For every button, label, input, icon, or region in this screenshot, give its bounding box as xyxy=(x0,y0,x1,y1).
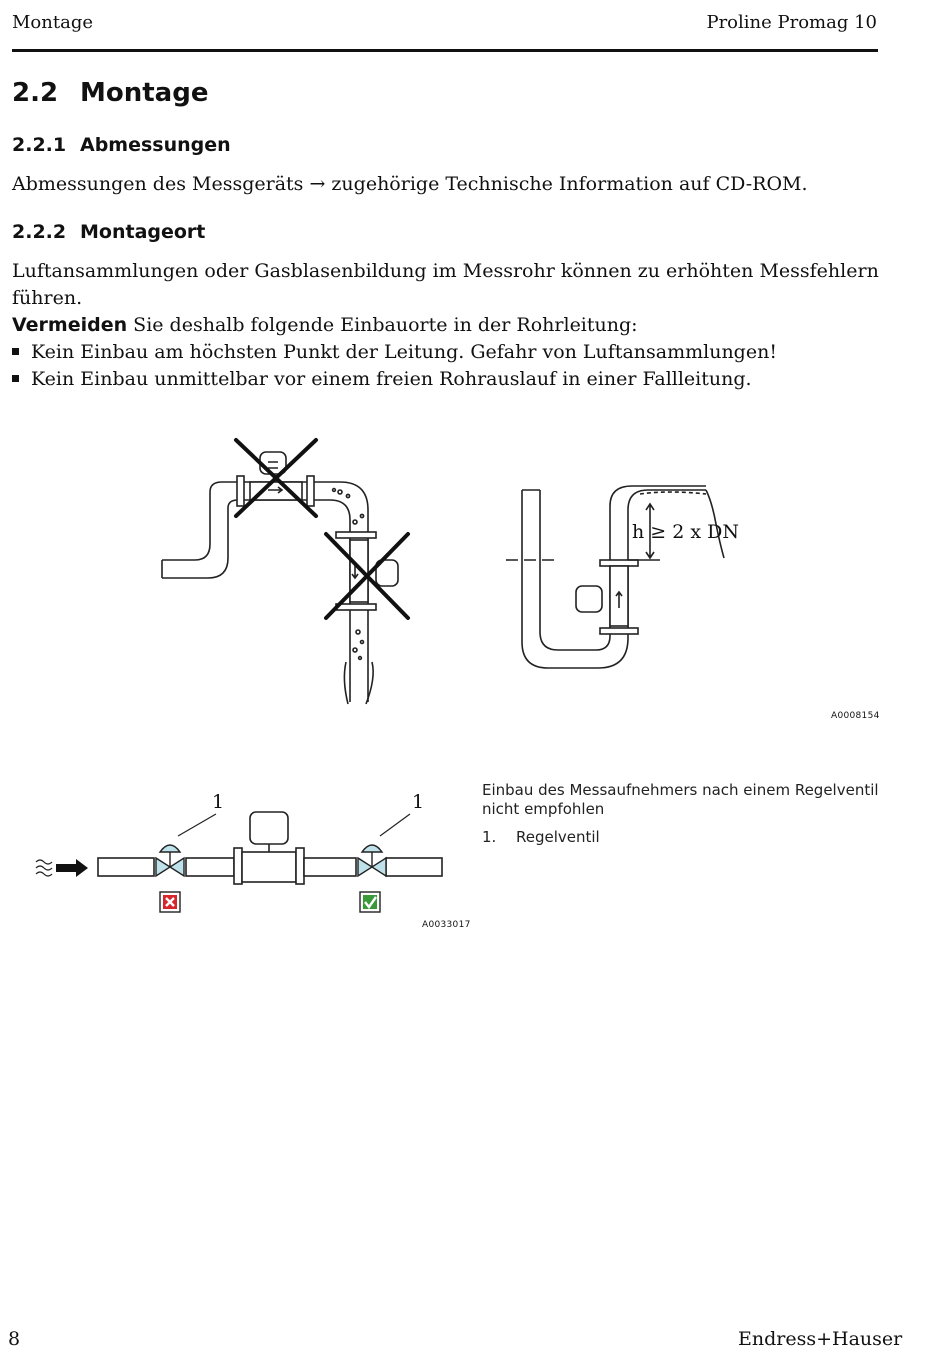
bullet-icon xyxy=(12,375,19,382)
legend-text: Regelventil xyxy=(516,828,600,846)
text-segment: Abmessungen des Messgeräts xyxy=(12,173,310,195)
pipe-segment xyxy=(186,858,234,876)
avoid-bold: Vermeiden xyxy=(12,314,128,336)
section-title: Montage xyxy=(80,78,209,108)
pipe-segment xyxy=(98,858,154,876)
caption-line: Einbau des Messaufnehmers nach einem Regelventil xyxy=(482,781,879,799)
section-number: 2.2 xyxy=(12,78,59,108)
list-item xyxy=(12,366,882,393)
section-heading xyxy=(12,78,208,108)
caption-line: nicht empfohlen xyxy=(482,800,605,818)
callout-number: 1 xyxy=(412,791,425,813)
arrow-right-icon: → xyxy=(309,173,326,195)
list-item-text: Kein Einbau am höchsten Punkt der Leitung. Gefahr von Luftansammlungen! xyxy=(31,341,777,363)
flowmeter-body xyxy=(242,852,296,882)
height-annotation: h ≥ 2 x DN xyxy=(632,521,739,543)
legend-number: 1. xyxy=(482,828,497,846)
page-number: 8 xyxy=(8,1328,21,1350)
montageort-body xyxy=(12,258,882,393)
bullet-icon xyxy=(12,348,19,355)
subsection-heading-montageort xyxy=(12,221,205,243)
list-item-text: Kein Einbau unmittelbar vor einem freien Rohrauslauf in einer Fallleitung. xyxy=(31,368,752,390)
legend-item xyxy=(482,828,882,847)
subsection-title: Abmessungen xyxy=(80,134,231,156)
top-pipe-inner xyxy=(244,500,350,540)
header-product-name: Proline Promag 10 xyxy=(706,12,877,33)
figure-code: A0033017 xyxy=(422,920,471,930)
transmitter-housing xyxy=(250,812,288,844)
control-valve-icon xyxy=(358,845,386,876)
figure-code: A0008154 xyxy=(831,711,880,721)
flow-direction-arrow-icon xyxy=(36,859,88,877)
abmessungen-text xyxy=(12,171,808,198)
flange xyxy=(234,848,242,884)
avoid-rest: Sie deshalb folgende Einbauorte in der Rohrleitung: xyxy=(127,314,638,336)
subsection-number: 2.2.2 xyxy=(12,221,67,243)
flange xyxy=(296,848,304,884)
list-item xyxy=(12,339,882,366)
subsection-title: Montageort xyxy=(80,221,206,243)
paragraph-line: führen. xyxy=(12,287,83,309)
pipe-segment xyxy=(386,858,442,876)
inlet-pipe xyxy=(162,482,244,578)
callout-number: 1 xyxy=(212,791,225,813)
pipe-segment xyxy=(304,858,356,876)
control-valve-icon xyxy=(156,845,184,876)
transmitter-housing xyxy=(576,586,602,612)
figure-control-valve xyxy=(30,780,470,920)
paragraph-line: Luftansammlungen oder Gasblasenbildung im Messrohr können zu erhöhten Messfehlern xyxy=(12,260,879,282)
header-rule xyxy=(12,49,878,52)
text-segment: zugehörige Technische Information auf CD-ROM. xyxy=(325,173,808,195)
subsection-number: 2.2.1 xyxy=(12,134,67,156)
footer-brand: Endress+Hauser xyxy=(738,1328,903,1350)
figure-caption xyxy=(482,781,882,847)
not-recommended-icon xyxy=(160,892,180,912)
avoid-line xyxy=(12,312,882,339)
figure-installation-locations xyxy=(150,432,890,712)
siphon-pipe xyxy=(506,486,724,668)
subsection-heading-abmessungen xyxy=(12,134,231,156)
header-section-title: Montage xyxy=(12,12,93,33)
recommended-check-icon xyxy=(360,892,380,912)
